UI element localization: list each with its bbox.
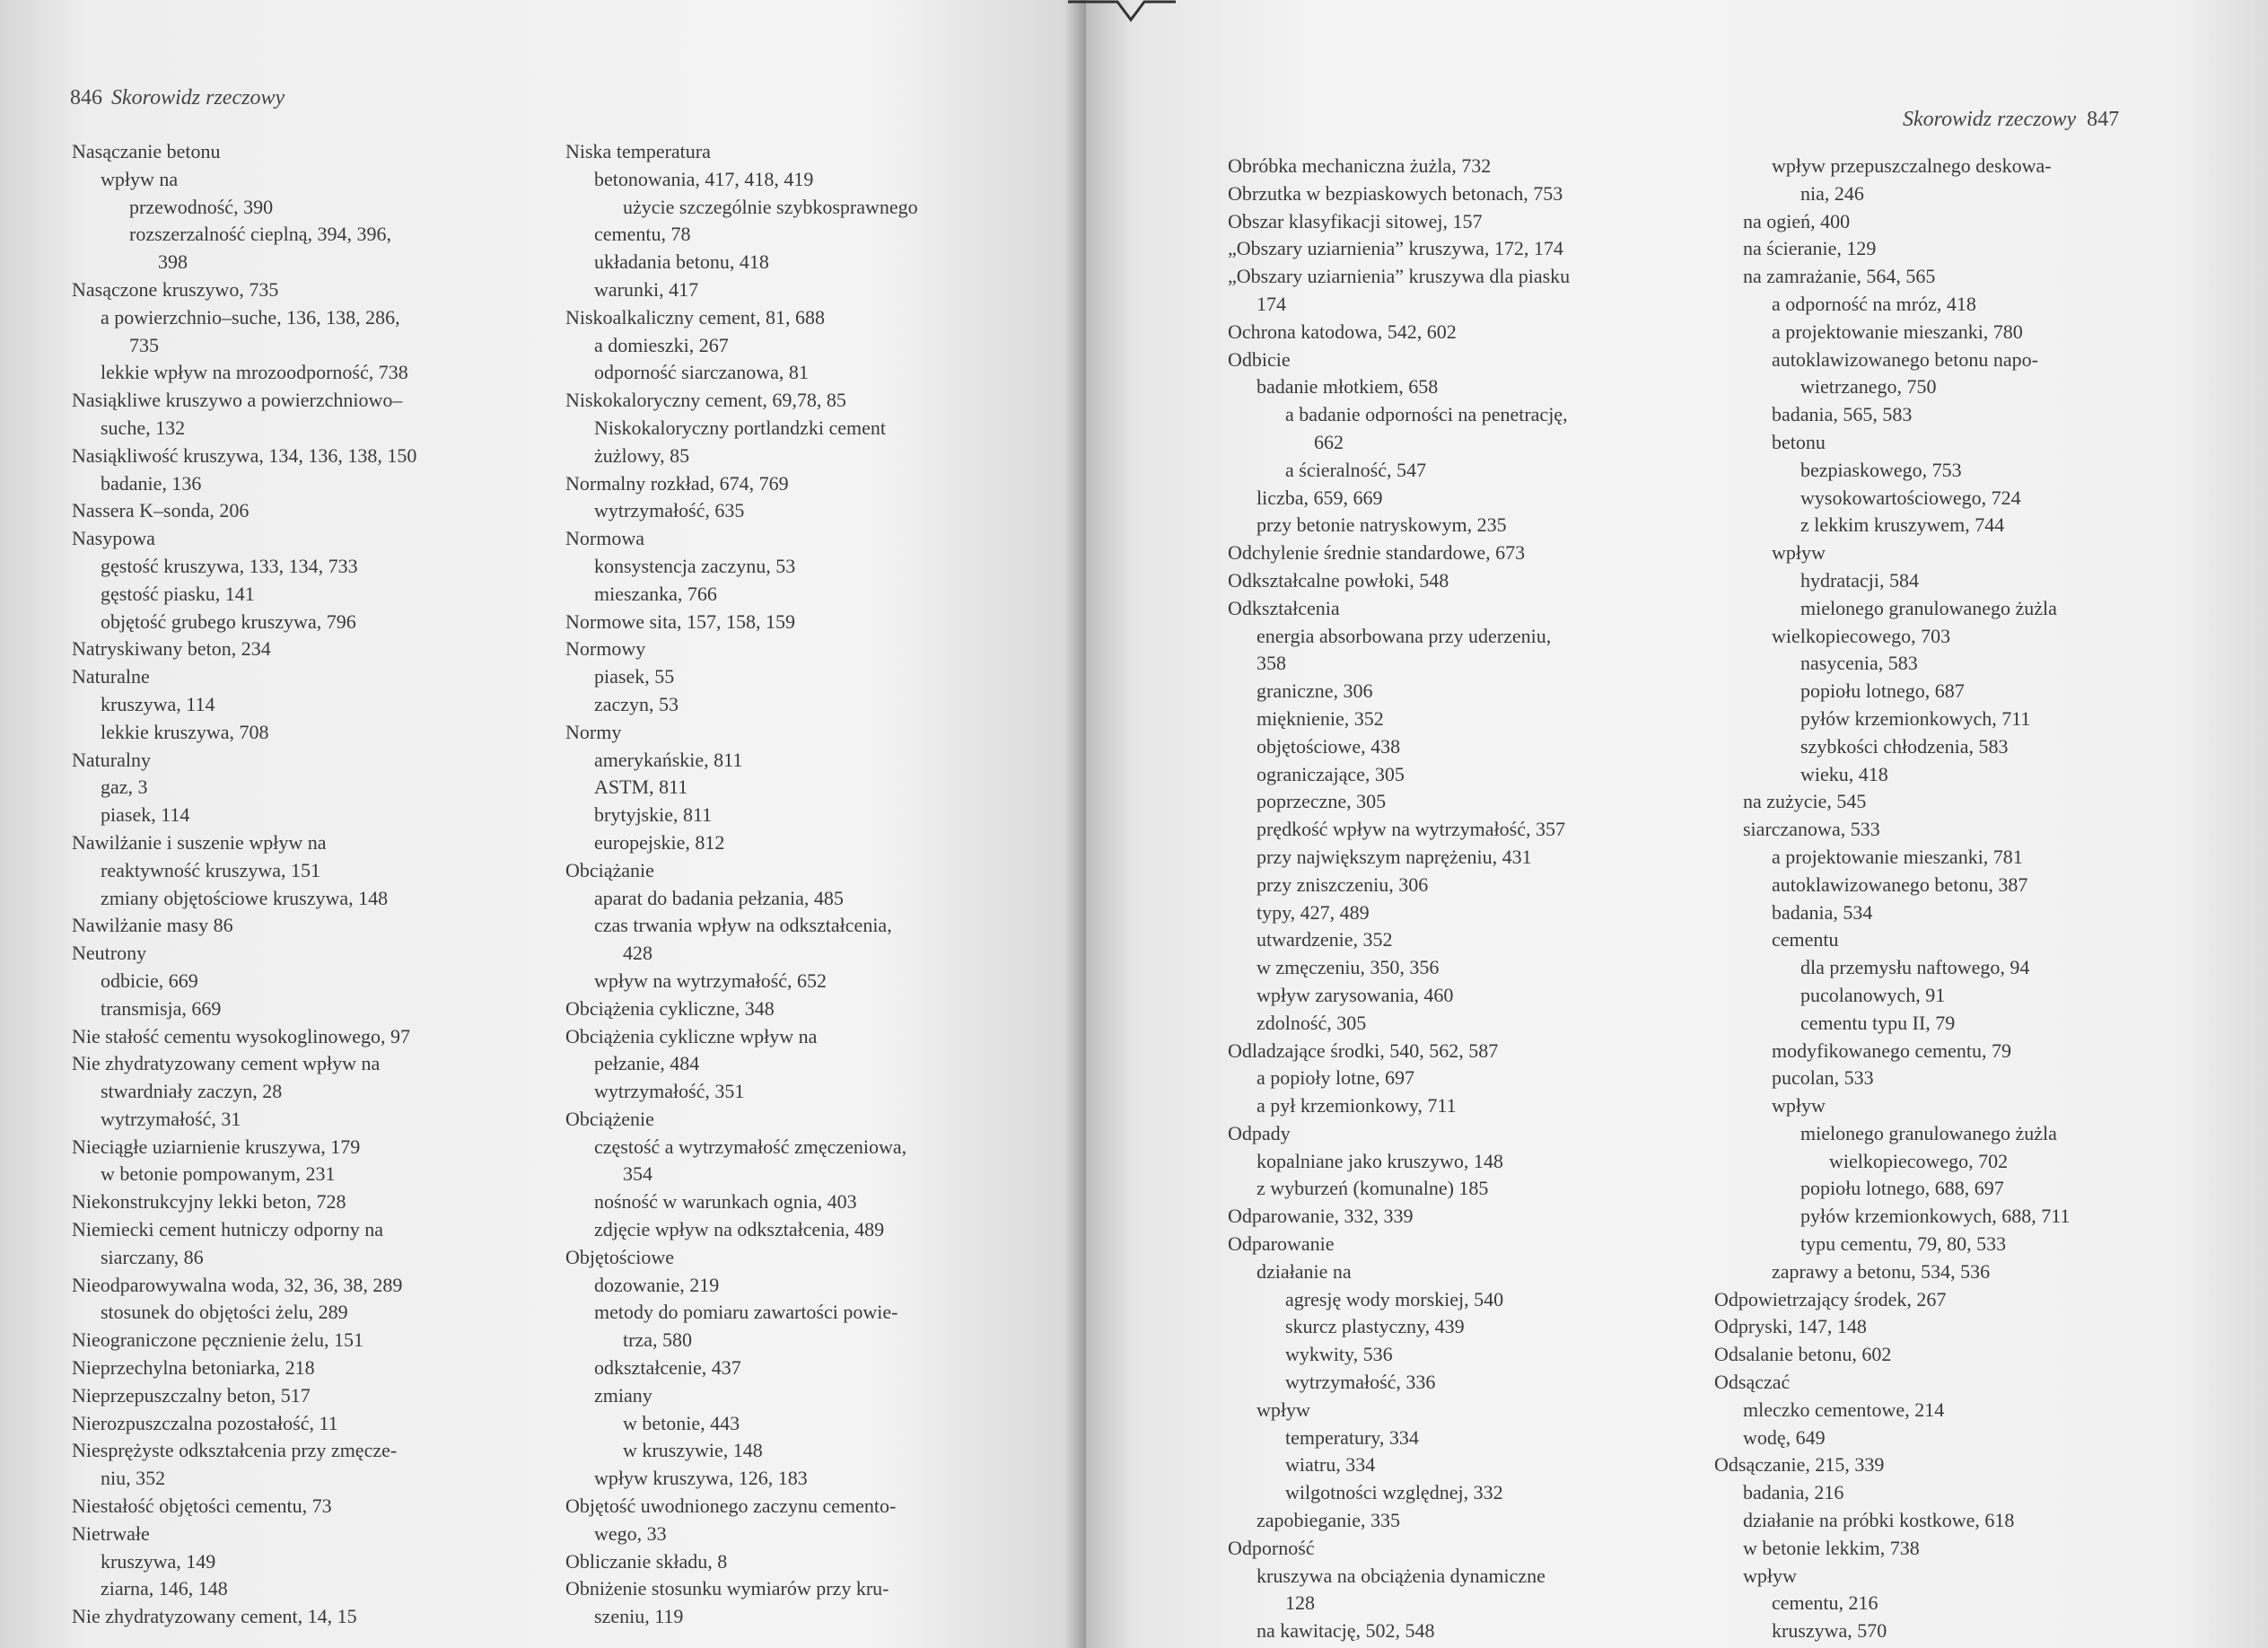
index-entry: pełzanie, 484 bbox=[594, 1052, 700, 1075]
index-entry: wietrzanego, 750 bbox=[1800, 375, 1937, 399]
index-entry: badania, 534 bbox=[1772, 900, 1873, 924]
index-entry: ograniczające, 305 bbox=[1257, 762, 1405, 785]
index-entry: liczba, 659, 669 bbox=[1257, 486, 1383, 509]
index-entry: betonu bbox=[1772, 430, 1826, 453]
index-entry: wpływ przepuszczalnego deskowa- bbox=[1772, 154, 2052, 177]
index-entry: w zmęczeniu, 350, 356 bbox=[1257, 956, 1440, 979]
index-entry: Nawilżanie masy 86 bbox=[72, 914, 233, 937]
index-entry: Naturalne bbox=[72, 665, 150, 688]
page-number: 846 bbox=[70, 86, 102, 110]
running-title: Skorowidz rzeczowy bbox=[1903, 108, 2077, 131]
index-entry: popiołu lotnego, 687 bbox=[1800, 679, 1965, 703]
index-entry: wpływ na bbox=[101, 167, 179, 190]
index-entry: kruszywa na obciążenia dynamiczne bbox=[1257, 1564, 1546, 1587]
index-entry: Nasiąkliwość kruszywa, 134, 136, 138, 150 bbox=[72, 443, 417, 467]
index-entry: Niemiecki cement hutniczy odporny na bbox=[72, 1218, 383, 1241]
index-entry: kruszywa, 114 bbox=[101, 692, 215, 715]
index-entry: piasek, 55 bbox=[594, 665, 675, 688]
index-entry: Obróbka mechaniczna żużla, 732 bbox=[1228, 154, 1492, 177]
index-entry: Odbicie bbox=[1228, 347, 1291, 371]
index-entry: Niskokaloryczny cement, 69,78, 85 bbox=[565, 389, 846, 412]
index-entry: pyłów krzemionkowych, 711 bbox=[1800, 706, 2031, 730]
index-entry: aparat do badania pełzania, 485 bbox=[594, 886, 844, 909]
index-entry: Nie zhydratyzowany cement wpływ na bbox=[72, 1052, 381, 1075]
index-entry: wiatru, 334 bbox=[1285, 1453, 1376, 1477]
index-entry: Odkształcalne powłoki, 548 bbox=[1228, 568, 1449, 592]
index-entry: wodę, 649 bbox=[1743, 1425, 1826, 1449]
index-entry: Obrzutka w bezpiaskowych betonach, 753 bbox=[1228, 181, 1563, 205]
index-entry: wytrzymałość, 31 bbox=[101, 1107, 241, 1130]
index-entry: wpływ bbox=[1772, 541, 1826, 565]
index-entry: 358 bbox=[1257, 652, 1286, 675]
index-entry: kopalniane jako kruszywo, 148 bbox=[1257, 1149, 1503, 1172]
index-entry: odporność siarczanowa, 81 bbox=[594, 361, 809, 384]
index-entry: objętościowe, 438 bbox=[1257, 734, 1401, 758]
index-entry: Nierozpuszczalna pozostałość, 11 bbox=[72, 1411, 338, 1434]
index-entry: wpływ bbox=[1743, 1564, 1797, 1587]
index-entry: poprzeczne, 305 bbox=[1257, 790, 1387, 813]
index-entry: ziarna, 146, 148 bbox=[101, 1577, 228, 1600]
index-entry: niu, 352 bbox=[101, 1467, 166, 1490]
index-entry: a projektowanie mieszanki, 781 bbox=[1772, 845, 2023, 868]
index-column-1 bbox=[1228, 153, 1570, 1645]
index-entry: Niskoalkaliczny cement, 81, 688 bbox=[565, 305, 825, 329]
index-entry: temperatury, 334 bbox=[1285, 1425, 1419, 1449]
index-entry: 662 bbox=[1314, 430, 1344, 453]
index-entry: Obciążenia cykliczne wpływ na bbox=[565, 1024, 818, 1048]
index-entry: Nietrwałe bbox=[72, 1521, 150, 1545]
index-entry: graniczne, 306 bbox=[1257, 679, 1373, 703]
index-entry: Naturalny bbox=[72, 748, 151, 771]
index-entry: Odsączanie, 215, 339 bbox=[1714, 1453, 1885, 1477]
index-entry: badania, 565, 583 bbox=[1772, 403, 1913, 426]
index-entry: nośność w warunkach ognia, 403 bbox=[594, 1190, 857, 1214]
index-entry: cementu bbox=[1772, 928, 1839, 951]
index-entry: piasek, 114 bbox=[101, 803, 190, 827]
index-entry: Nieprzepuszczalny beton, 517 bbox=[72, 1383, 311, 1407]
index-entry: czas trwania wpływ na odkształcenia, bbox=[594, 914, 892, 937]
index-entry: wielkopiecowego, 702 bbox=[1829, 1149, 2009, 1172]
index-entry: objętość grubego kruszywa, 796 bbox=[101, 609, 356, 633]
index-entry: utwardzenie, 352 bbox=[1257, 928, 1393, 951]
index-entry: działanie na próbki kostkowe, 618 bbox=[1743, 1509, 2015, 1532]
index-entry: Odpowietrzający środek, 267 bbox=[1714, 1287, 1947, 1311]
index-entry: siarczany, 86 bbox=[101, 1245, 204, 1268]
index-entry: z lekkim kruszywem, 744 bbox=[1800, 513, 2005, 537]
left-page bbox=[0, 0, 1086, 1648]
index-entry: wieku, 418 bbox=[1800, 762, 1888, 785]
index-entry: Nieodparowywalna woda, 32, 36, 38, 289 bbox=[72, 1273, 403, 1296]
index-entry: a popioły lotne, 697 bbox=[1257, 1066, 1414, 1090]
index-entry: Odkształcenia bbox=[1228, 596, 1340, 619]
index-entry: wytrzymałość, 351 bbox=[594, 1080, 745, 1103]
index-entry: siarczanowa, 533 bbox=[1743, 818, 1880, 841]
index-entry: Nawilżanie i suszenie wpływ na bbox=[72, 830, 327, 854]
index-entry: 398 bbox=[158, 250, 188, 274]
index-entry: Nieprzechylna betoniarka, 218 bbox=[72, 1356, 315, 1380]
index-entry: Niesprężyste odkształcenia przy zmęcze- bbox=[72, 1439, 398, 1462]
index-entry: a ścieralność, 547 bbox=[1285, 458, 1426, 481]
index-entry: wykwity, 536 bbox=[1285, 1343, 1393, 1366]
index-entry: z wyburzeń (komunalne) 185 bbox=[1257, 1177, 1489, 1200]
index-entry: Neutrony bbox=[72, 942, 147, 965]
index-entry: działanie na bbox=[1257, 1259, 1352, 1283]
index-entry: zdjęcie wpływ na odkształcenia, 489 bbox=[594, 1218, 885, 1241]
index-entry: na zużycie, 545 bbox=[1743, 790, 1867, 813]
index-entry: a powierzchnio–suche, 136, 138, 286, bbox=[101, 305, 400, 329]
page-number: 847 bbox=[2087, 108, 2120, 131]
index-entry: 354 bbox=[623, 1162, 652, 1186]
index-entry: a domieszki, 267 bbox=[594, 333, 729, 356]
index-entry: 174 bbox=[1257, 292, 1286, 315]
index-entry: skurcz plastyczny, 439 bbox=[1285, 1315, 1465, 1338]
index-entry: Normy bbox=[565, 720, 622, 743]
index-entry: badanie, 136 bbox=[101, 471, 202, 495]
index-entry: Nasączone kruszywo, 735 bbox=[72, 277, 279, 301]
index-entry: wpływ kruszywa, 126, 183 bbox=[594, 1467, 808, 1490]
index-entry: nasycenia, 583 bbox=[1800, 652, 1918, 675]
index-entry: Nieciągłe uziarnienie kruszywa, 179 bbox=[72, 1135, 361, 1158]
index-entry: Obciążanie bbox=[565, 858, 654, 881]
index-entry: Odparowanie bbox=[1228, 1232, 1335, 1256]
index-entry: na ścieranie, 129 bbox=[1743, 237, 1877, 260]
index-entry: dla przemysłu naftowego, 94 bbox=[1800, 956, 2030, 979]
index-entry: Nassera K–sonda, 206 bbox=[72, 499, 250, 522]
index-entry: Odsączać bbox=[1714, 1371, 1791, 1394]
index-entry: mielonego granulowanego żużla bbox=[1800, 596, 2057, 619]
index-entry: cementu typu II, 79 bbox=[1800, 1011, 1956, 1034]
index-entry: Obciążenie bbox=[565, 1107, 654, 1130]
index-entry: szybkości chłodzenia, 583 bbox=[1800, 734, 2009, 758]
index-entry: kruszywa, 149 bbox=[101, 1549, 216, 1573]
index-entry: Nasypowa bbox=[72, 527, 155, 550]
index-entry: mleczko cementowe, 214 bbox=[1743, 1398, 1945, 1421]
index-entry: Odchylenie średnie standardowe, 673 bbox=[1228, 541, 1526, 565]
index-entry: wpływ zarysowania, 460 bbox=[1257, 983, 1454, 1006]
index-entry: wysokowartościowego, 724 bbox=[1800, 486, 2021, 509]
index-entry: Natryskiwany beton, 234 bbox=[72, 637, 271, 661]
index-column-1 bbox=[72, 138, 416, 1631]
index-entry: na kawitację, 502, 548 bbox=[1257, 1619, 1435, 1643]
index-entry: Niskokaloryczny portlandzki cement bbox=[594, 416, 887, 439]
index-entry: stosunek do objętości żelu, 289 bbox=[101, 1301, 348, 1324]
index-entry: odbicie, 669 bbox=[101, 969, 198, 992]
index-entry: 735 bbox=[129, 333, 159, 356]
index-entry: Odpryski, 147, 148 bbox=[1714, 1315, 1867, 1338]
index-entry: w betonie, 443 bbox=[623, 1411, 740, 1434]
index-entry: cementu, 216 bbox=[1772, 1591, 1878, 1615]
index-entry: mielonego granulowanego żużla bbox=[1800, 1121, 2057, 1144]
index-entry: zdolność, 305 bbox=[1257, 1011, 1367, 1034]
index-entry: Normowe sita, 157, 158, 159 bbox=[565, 609, 796, 633]
index-entry: a pył krzemionkowy, 711 bbox=[1257, 1094, 1457, 1118]
index-entry: bezpiaskowego, 753 bbox=[1800, 458, 1962, 481]
index-entry: wytrzymałość, 336 bbox=[1285, 1371, 1436, 1394]
index-entry: Objętość uwodnionego zaczynu cemento- bbox=[565, 1495, 897, 1518]
index-entry: Odparowanie, 332, 339 bbox=[1228, 1205, 1414, 1228]
index-entry: przy betonie natryskowym, 235 bbox=[1257, 513, 1507, 537]
index-entry: wielkopiecowego, 703 bbox=[1772, 624, 1951, 647]
index-entry: Nieograniczone pęcznienie żelu, 151 bbox=[72, 1328, 363, 1352]
index-entry: pucolanowych, 91 bbox=[1800, 983, 1946, 1006]
index-entry: badanie młotkiem, 658 bbox=[1257, 375, 1439, 399]
index-entry: Odsalanie betonu, 602 bbox=[1714, 1343, 1892, 1366]
index-entry: przewodność, 390 bbox=[129, 195, 274, 218]
index-entry: nia, 246 bbox=[1800, 181, 1864, 205]
page-curl-shadow bbox=[1068, 0, 1176, 36]
index-entry: wytrzymałość, 635 bbox=[594, 499, 745, 522]
index-entry: stwardniały zaczyn, 28 bbox=[101, 1080, 283, 1103]
index-entry: kruszywa, 570 bbox=[1772, 1619, 1887, 1643]
index-entry: cementu, 78 bbox=[594, 223, 691, 246]
index-entry: na zamrażanie, 564, 565 bbox=[1743, 265, 1936, 288]
index-entry: Obszar klasyfikacji sitowej, 157 bbox=[1228, 209, 1483, 232]
index-entry: Odpady bbox=[1228, 1121, 1291, 1144]
index-entry: suche, 132 bbox=[101, 416, 186, 439]
index-entry: a odporność na mróz, 418 bbox=[1772, 292, 1976, 315]
index-entry: gęstość kruszywa, 133, 134, 733 bbox=[101, 554, 358, 577]
index-entry: a badanie odporności na penetrację, bbox=[1285, 403, 1568, 426]
index-entry: autoklawizowanego betonu, 387 bbox=[1772, 872, 2028, 896]
left-page-header bbox=[70, 86, 285, 110]
index-entry: wpływ bbox=[1257, 1398, 1310, 1421]
index-entry: mięknienie, 352 bbox=[1257, 706, 1384, 730]
index-column-2 bbox=[1714, 153, 2070, 1645]
index-entry: gęstość piasku, 141 bbox=[101, 582, 255, 605]
index-entry: ASTM, 811 bbox=[594, 776, 688, 799]
index-entry: gaz, 3 bbox=[101, 776, 148, 799]
right-page bbox=[1086, 0, 2268, 1648]
index-entry: modyfikowanego cementu, 79 bbox=[1772, 1039, 2011, 1062]
running-title: Skorowidz rzeczowy bbox=[111, 86, 285, 110]
index-entry: Obniżenie stosunku wymiarów przy kru- bbox=[565, 1577, 889, 1600]
index-entry: trza, 580 bbox=[623, 1328, 692, 1352]
index-entry: Nasiąkliwe kruszywo a powierzchniowo– bbox=[72, 389, 403, 412]
index-entry: pucolan, 533 bbox=[1772, 1066, 1874, 1090]
index-entry: żużlowy, 85 bbox=[594, 443, 690, 467]
index-entry: użycie szczególnie szybkosprawnego bbox=[623, 195, 918, 218]
index-entry: lekkie wpływ na mrozoodporność, 738 bbox=[101, 361, 408, 384]
index-entry: badania, 216 bbox=[1743, 1481, 1844, 1504]
index-entry: Nie stałość cementu wysokoglinowego, 97 bbox=[72, 1024, 410, 1048]
index-entry: Ochrona katodowa, 542, 602 bbox=[1228, 320, 1457, 343]
index-entry: rozszerzalność cieplną, 394, 396, bbox=[129, 223, 391, 246]
index-entry: hydratacji, 584 bbox=[1800, 568, 1919, 592]
index-entry: energia absorbowana przy uderzeniu, bbox=[1257, 624, 1552, 647]
index-entry: warunki, 417 bbox=[594, 277, 699, 301]
index-entry: Nie zhydratyzowany cement, 14, 15 bbox=[72, 1605, 357, 1628]
index-entry: „Obszary uziarnienia” kruszywa, 172, 174 bbox=[1228, 237, 1563, 260]
index-entry: 428 bbox=[623, 942, 652, 965]
index-entry: agresję wody morskiej, 540 bbox=[1285, 1287, 1504, 1311]
index-entry: wilgotności względnej, 332 bbox=[1285, 1481, 1503, 1504]
index-entry: lekkie kruszywa, 708 bbox=[101, 720, 269, 743]
index-entry: Odporność bbox=[1228, 1536, 1315, 1559]
index-entry: na ogień, 400 bbox=[1743, 209, 1851, 232]
index-entry: odkształcenie, 437 bbox=[594, 1356, 741, 1380]
index-entry: reaktywność kruszywa, 151 bbox=[101, 858, 320, 881]
index-entry: 128 bbox=[1285, 1591, 1315, 1615]
index-entry: w betonie lekkim, 738 bbox=[1743, 1536, 1920, 1559]
index-entry: zmiany objętościowe kruszywa, 148 bbox=[101, 886, 389, 909]
index-entry: Niestałość objętości cementu, 73 bbox=[72, 1495, 332, 1518]
index-entry: Normowy bbox=[565, 637, 646, 661]
index-entry: zapobieganie, 335 bbox=[1257, 1509, 1401, 1532]
index-entry: konsystencja zaczynu, 53 bbox=[594, 554, 796, 577]
index-entry: w betonie pompowanym, 231 bbox=[101, 1162, 336, 1186]
index-entry: mieszanka, 766 bbox=[594, 582, 717, 605]
index-entry: typy, 427, 489 bbox=[1257, 900, 1370, 924]
index-entry: pyłów krzemionkowych, 688, 711 bbox=[1800, 1205, 2071, 1228]
index-entry: Odladzające środki, 540, 562, 587 bbox=[1228, 1039, 1499, 1062]
index-entry: przy zniszczeniu, 306 bbox=[1257, 872, 1429, 896]
index-entry: zmiany bbox=[594, 1383, 652, 1407]
index-entry: Objętościowe bbox=[565, 1245, 674, 1268]
index-entry: Obciążenia cykliczne, 348 bbox=[565, 996, 775, 1020]
index-entry: „Obszary uziarnienia” kruszywa dla piasku bbox=[1228, 265, 1571, 288]
index-entry: autoklawizowanego betonu napo- bbox=[1772, 347, 2038, 371]
index-entry: wego, 33 bbox=[594, 1521, 667, 1545]
index-entry: Niska temperatura bbox=[565, 140, 711, 162]
index-entry: Normalny rozkład, 674, 769 bbox=[565, 471, 789, 495]
index-entry: amerykańskie, 811 bbox=[594, 748, 743, 771]
index-entry: typu cementu, 79, 80, 533 bbox=[1800, 1232, 2007, 1256]
index-entry: popiołu lotnego, 688, 697 bbox=[1800, 1177, 2004, 1200]
index-entry: metody do pomiaru zawartości powie- bbox=[594, 1301, 898, 1324]
index-entry: brytyjskie, 811 bbox=[594, 803, 713, 827]
index-entry: wpływ na wytrzymałość, 652 bbox=[594, 969, 828, 992]
index-entry: zaprawy a betonu, 534, 536 bbox=[1772, 1259, 1991, 1283]
index-entry: Niekonstrukcyjny lekki beton, 728 bbox=[72, 1190, 346, 1214]
index-entry: transmisja, 669 bbox=[101, 996, 222, 1020]
index-entry: dozowanie, 219 bbox=[594, 1273, 720, 1296]
index-column-2 bbox=[565, 138, 918, 1631]
index-entry: a projektowanie mieszanki, 780 bbox=[1772, 320, 2023, 343]
index-entry: szeniu, 119 bbox=[594, 1605, 684, 1628]
index-entry: prędkość wpływ na wytrzymałość, 357 bbox=[1257, 818, 1565, 841]
right-page-header bbox=[1903, 108, 2119, 132]
index-entry: Nasączanie betonu bbox=[72, 140, 221, 162]
index-entry: przy największym naprężeniu, 431 bbox=[1257, 845, 1532, 868]
index-entry: wpływ bbox=[1772, 1094, 1826, 1118]
index-entry: europejskie, 812 bbox=[594, 830, 725, 854]
index-entry: betonowania, 417, 418, 419 bbox=[594, 167, 814, 190]
index-entry: układania betonu, 418 bbox=[594, 250, 769, 274]
index-entry: zaczyn, 53 bbox=[594, 692, 679, 715]
index-entry: w kruszywie, 148 bbox=[623, 1439, 763, 1462]
index-entry: Obliczanie składu, 8 bbox=[565, 1549, 728, 1573]
index-entry: częstość a wytrzymałość zmęczeniowa, bbox=[594, 1135, 907, 1158]
index-entry: Normowa bbox=[565, 527, 644, 550]
